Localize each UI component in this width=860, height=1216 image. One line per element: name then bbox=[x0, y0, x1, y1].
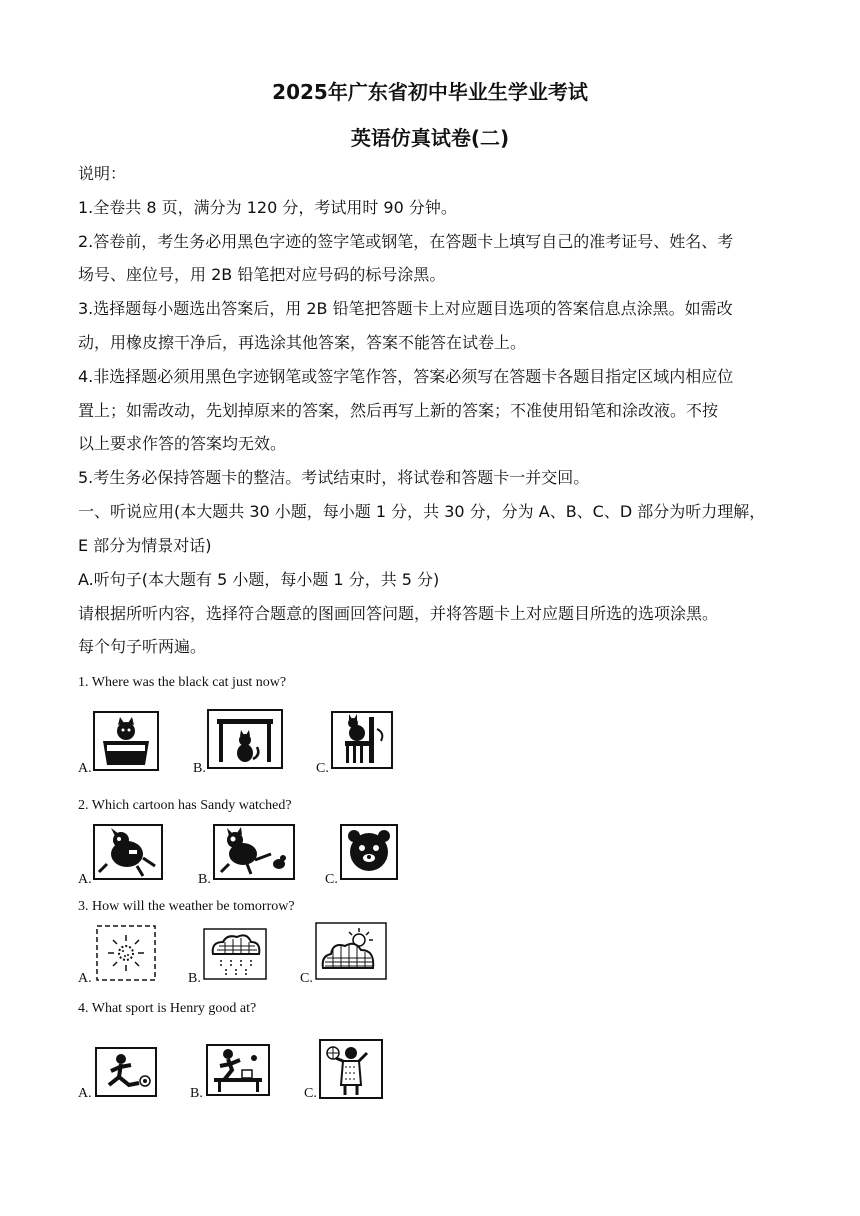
cloudy-sun-icon bbox=[315, 922, 387, 980]
rainy-cloud-icon bbox=[203, 928, 267, 980]
option-a-label: A. bbox=[78, 761, 92, 776]
page-title: 2025年广东省初中毕业生学业考试 bbox=[272, 80, 588, 104]
option-b-label: B. bbox=[188, 971, 201, 986]
instruction-item: 场号、座位号，用 2B 铅笔把对应号码的标号涂黑。 bbox=[78, 265, 446, 284]
instruction-item: 2.答卷前，考生务必用黑色字迹的签字笔或钢笔，在答题卡上填写自己的准考证号、姓名、考 bbox=[78, 232, 734, 251]
instruction-item: 置上；如需改动，先划掉原来的答案，然后再写上新的答案；不准使用铅笔和涂改液。不按 bbox=[78, 401, 719, 420]
section-heading-cont: E 部分为情景对话) bbox=[78, 536, 212, 555]
instructions-heading: 说明： bbox=[78, 164, 127, 183]
cat-on-chair-icon bbox=[331, 711, 393, 769]
cartoon-fox-icon bbox=[93, 824, 163, 880]
part-a-instruction: 请根据所听内容，选择符合题意的图画回答问题，并将答题卡上对应题目所选的选项涂黑。 bbox=[78, 604, 719, 623]
instruction-item: 4.非选择题必须用黑色字迹钢笔或签字笔作答，答案必须写在答题卡各题目指定区域内相应位 bbox=[78, 367, 734, 386]
option-c-label: C. bbox=[316, 761, 329, 776]
part-a-heading: A.听句子(本大题有 5 小题，每小题 1 分，共 5 分) bbox=[78, 570, 440, 589]
option-b-label: B. bbox=[198, 872, 211, 887]
question-1: 1. Where was the black cat just now? bbox=[78, 675, 287, 690]
option-a-label: A. bbox=[78, 1086, 92, 1101]
basketball-icon bbox=[319, 1039, 383, 1099]
question-3: 3. How will the weather be tomorrow? bbox=[78, 899, 295, 914]
part-a-instruction: 每个句子听两遍。 bbox=[78, 637, 207, 656]
sunny-icon bbox=[96, 925, 156, 981]
option-c-label: C. bbox=[325, 872, 338, 887]
football-icon bbox=[95, 1047, 157, 1097]
section-heading: 一、听说应用(本大题共 30 小题，每小题 1 分，共 30 分，分为 A、B、C、D 部分为听力理解， bbox=[78, 502, 766, 521]
option-c-label: C. bbox=[300, 971, 313, 986]
instruction-item: 1.全卷共 8 页，满分为 120 分，考试用时 90 分钟。 bbox=[78, 198, 457, 217]
option-a-label: A. bbox=[78, 971, 92, 986]
cartoon-cat-mouse-icon bbox=[213, 824, 295, 880]
question-4: 4. What sport is Henry good at? bbox=[78, 1001, 257, 1016]
instruction-item: 动，用橡皮擦干净后，再选涂其他答案，答案不能答在试卷上。 bbox=[78, 333, 527, 352]
option-b-label: B. bbox=[190, 1086, 203, 1101]
cartoon-bear-icon bbox=[340, 824, 398, 880]
question-2: 2. Which cartoon has Sandy watched? bbox=[78, 798, 292, 813]
option-b-label: B. bbox=[193, 761, 206, 776]
option-c-label: C. bbox=[304, 1086, 317, 1101]
option-a-label: A. bbox=[78, 872, 92, 887]
instruction-item: 3.选择题每小题选出答案后，用 2B 铅笔把答题卡上对应题目选项的答案信息点涂黑。如需改 bbox=[78, 299, 733, 318]
instruction-item: 5.考生务必保持答题卡的整洁。考试结束时，将试卷和答题卡一并交回。 bbox=[78, 468, 590, 487]
page-subtitle: 英语仿真试卷(二) bbox=[350, 126, 510, 150]
cat-under-table-icon bbox=[207, 709, 283, 769]
instruction-item: 以上要求作答的答案均无效。 bbox=[78, 434, 287, 453]
table-tennis-icon bbox=[206, 1044, 270, 1096]
cat-in-box-icon bbox=[93, 711, 159, 771]
